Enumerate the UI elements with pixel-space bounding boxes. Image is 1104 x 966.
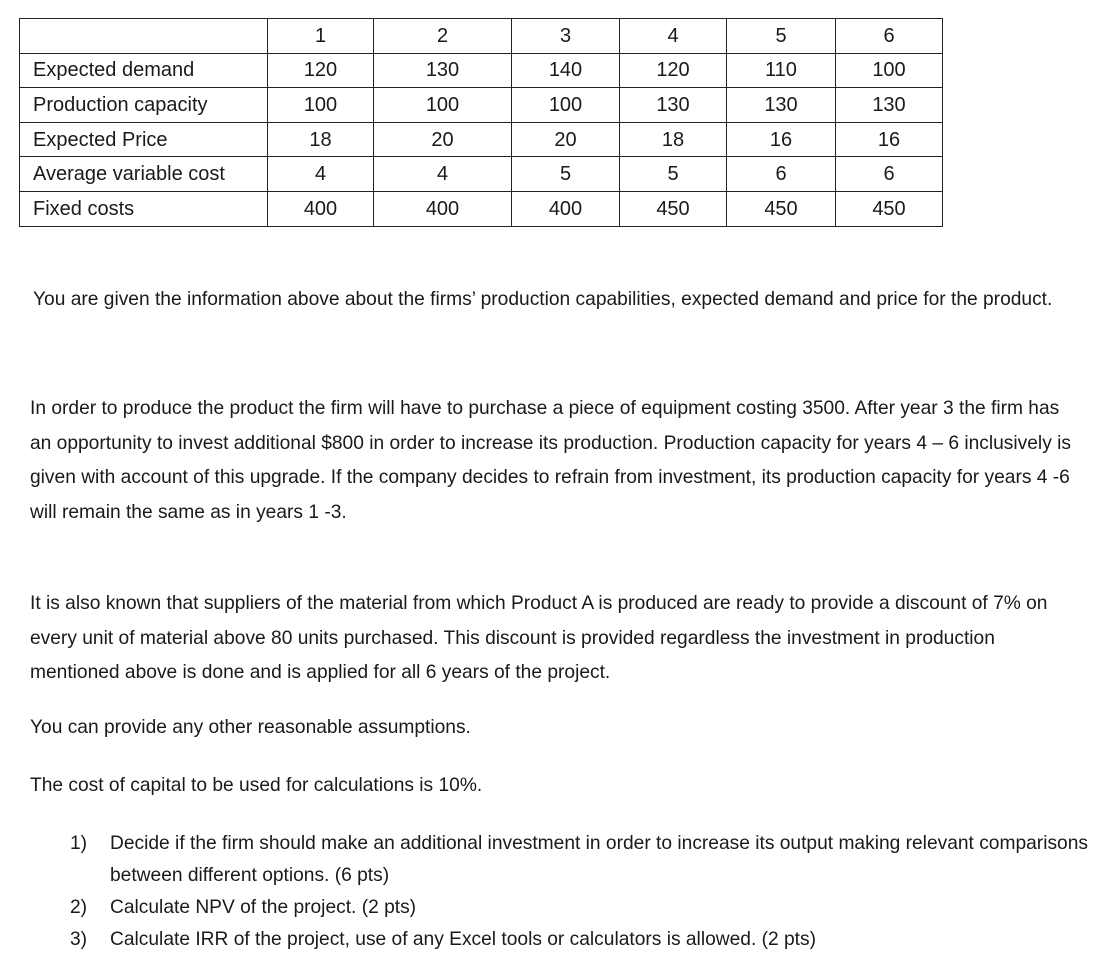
- table-cell: 16: [727, 122, 836, 157]
- table-cell: 450: [620, 191, 727, 226]
- question-number: 1): [70, 833, 88, 854]
- row-label: Expected demand: [20, 53, 268, 88]
- table-cell: 100: [268, 88, 374, 123]
- table-cell: 130: [620, 88, 727, 123]
- table-cell: 110: [727, 53, 836, 88]
- table-cell: 6: [836, 157, 943, 192]
- discount-paragraph: It is also known that suppliers of the material from which Product A is produced are ready to provide a discount of 7% on every unit of material above 80 units purchased. This discount is provided regardless the investment in production mentioned above is done and is applied for all 6 years of the project.: [30, 593, 1048, 684]
- table-row-production-capacity: [20, 88, 943, 123]
- header-cell-year-5: 5: [727, 19, 836, 54]
- table-cell: 120: [268, 53, 374, 88]
- table-row-expected-price: [20, 122, 943, 157]
- question-text: Calculate IRR of the project, use of any Excel tools or calculators is allowed. (2 pts): [110, 929, 816, 950]
- question-item: [70, 828, 1090, 892]
- equipment-paragraph: In order to produce the product the firm will have to purchase a piece of equipment costing 3500. After year 3 the firm has an opportunity to invest additional $800 in order to increase its production. Production capacity for years 4 – 6 inclusively is given with account of this upgrade. If the company decides to refrain from investment, its production capacity for years 4 -6 will remain the same as in years 1 -3.: [30, 398, 1071, 524]
- table-cell: 450: [727, 191, 836, 226]
- table-row-average-variable-cost: [20, 157, 943, 192]
- table-cell: 400: [374, 191, 512, 226]
- table-cell: 20: [512, 122, 620, 157]
- table-cell: 16: [836, 122, 943, 157]
- header-cell-year-1: 1: [268, 19, 374, 54]
- table-cell: 400: [512, 191, 620, 226]
- question-item: [70, 892, 1090, 924]
- intro-paragraph: You are given the information above about the firms’ production capabilities, expected demand and price for the product.: [33, 289, 1053, 310]
- question-list: [70, 828, 1090, 956]
- table-cell: 4: [374, 157, 512, 192]
- table-cell: 100: [836, 53, 943, 88]
- table-row-fixed-costs: [20, 191, 943, 226]
- table-cell: 100: [374, 88, 512, 123]
- question-number: 2): [70, 897, 88, 918]
- question-item: [70, 924, 1090, 956]
- data-table: [19, 18, 943, 227]
- header-cell-year-4: 4: [620, 19, 727, 54]
- table-header-row: [20, 19, 943, 54]
- question-number: 3): [70, 929, 88, 950]
- header-cell-year-3: 3: [512, 19, 620, 54]
- table-cell: 130: [727, 88, 836, 123]
- table-cell: 140: [512, 53, 620, 88]
- table-cell: 20: [374, 122, 512, 157]
- header-cell-year-6: 6: [836, 19, 943, 54]
- table-cell: 18: [620, 122, 727, 157]
- table-cell: 450: [836, 191, 943, 226]
- table-cell: 5: [620, 157, 727, 192]
- header-cell-empty: [20, 19, 268, 54]
- table-cell: 6: [727, 157, 836, 192]
- table-cell: 130: [374, 53, 512, 88]
- table-cell: 130: [836, 88, 943, 123]
- table-cell: 5: [512, 157, 620, 192]
- table-row-expected-demand: [20, 53, 943, 88]
- table-cell: 400: [268, 191, 374, 226]
- cost-of-capital-paragraph: The cost of capital to be used for calculations is 10%.: [30, 775, 483, 796]
- row-label: Average variable cost: [20, 157, 268, 192]
- row-label: Production capacity: [20, 88, 268, 123]
- row-label: Fixed costs: [20, 191, 268, 226]
- table-cell: 120: [620, 53, 727, 88]
- row-label: Expected Price: [20, 122, 268, 157]
- table-cell: 18: [268, 122, 374, 157]
- assumptions-paragraph: You can provide any other reasonable assumptions.: [30, 717, 471, 738]
- question-text: Decide if the firm should make an additional investment in order to increase its output making relevant comparisons between different options. (6 pts): [110, 833, 1088, 886]
- table-cell: 100: [512, 88, 620, 123]
- header-cell-year-2: 2: [374, 19, 512, 54]
- table-cell: 4: [268, 157, 374, 192]
- question-text: Calculate NPV of the project. (2 pts): [110, 897, 417, 918]
